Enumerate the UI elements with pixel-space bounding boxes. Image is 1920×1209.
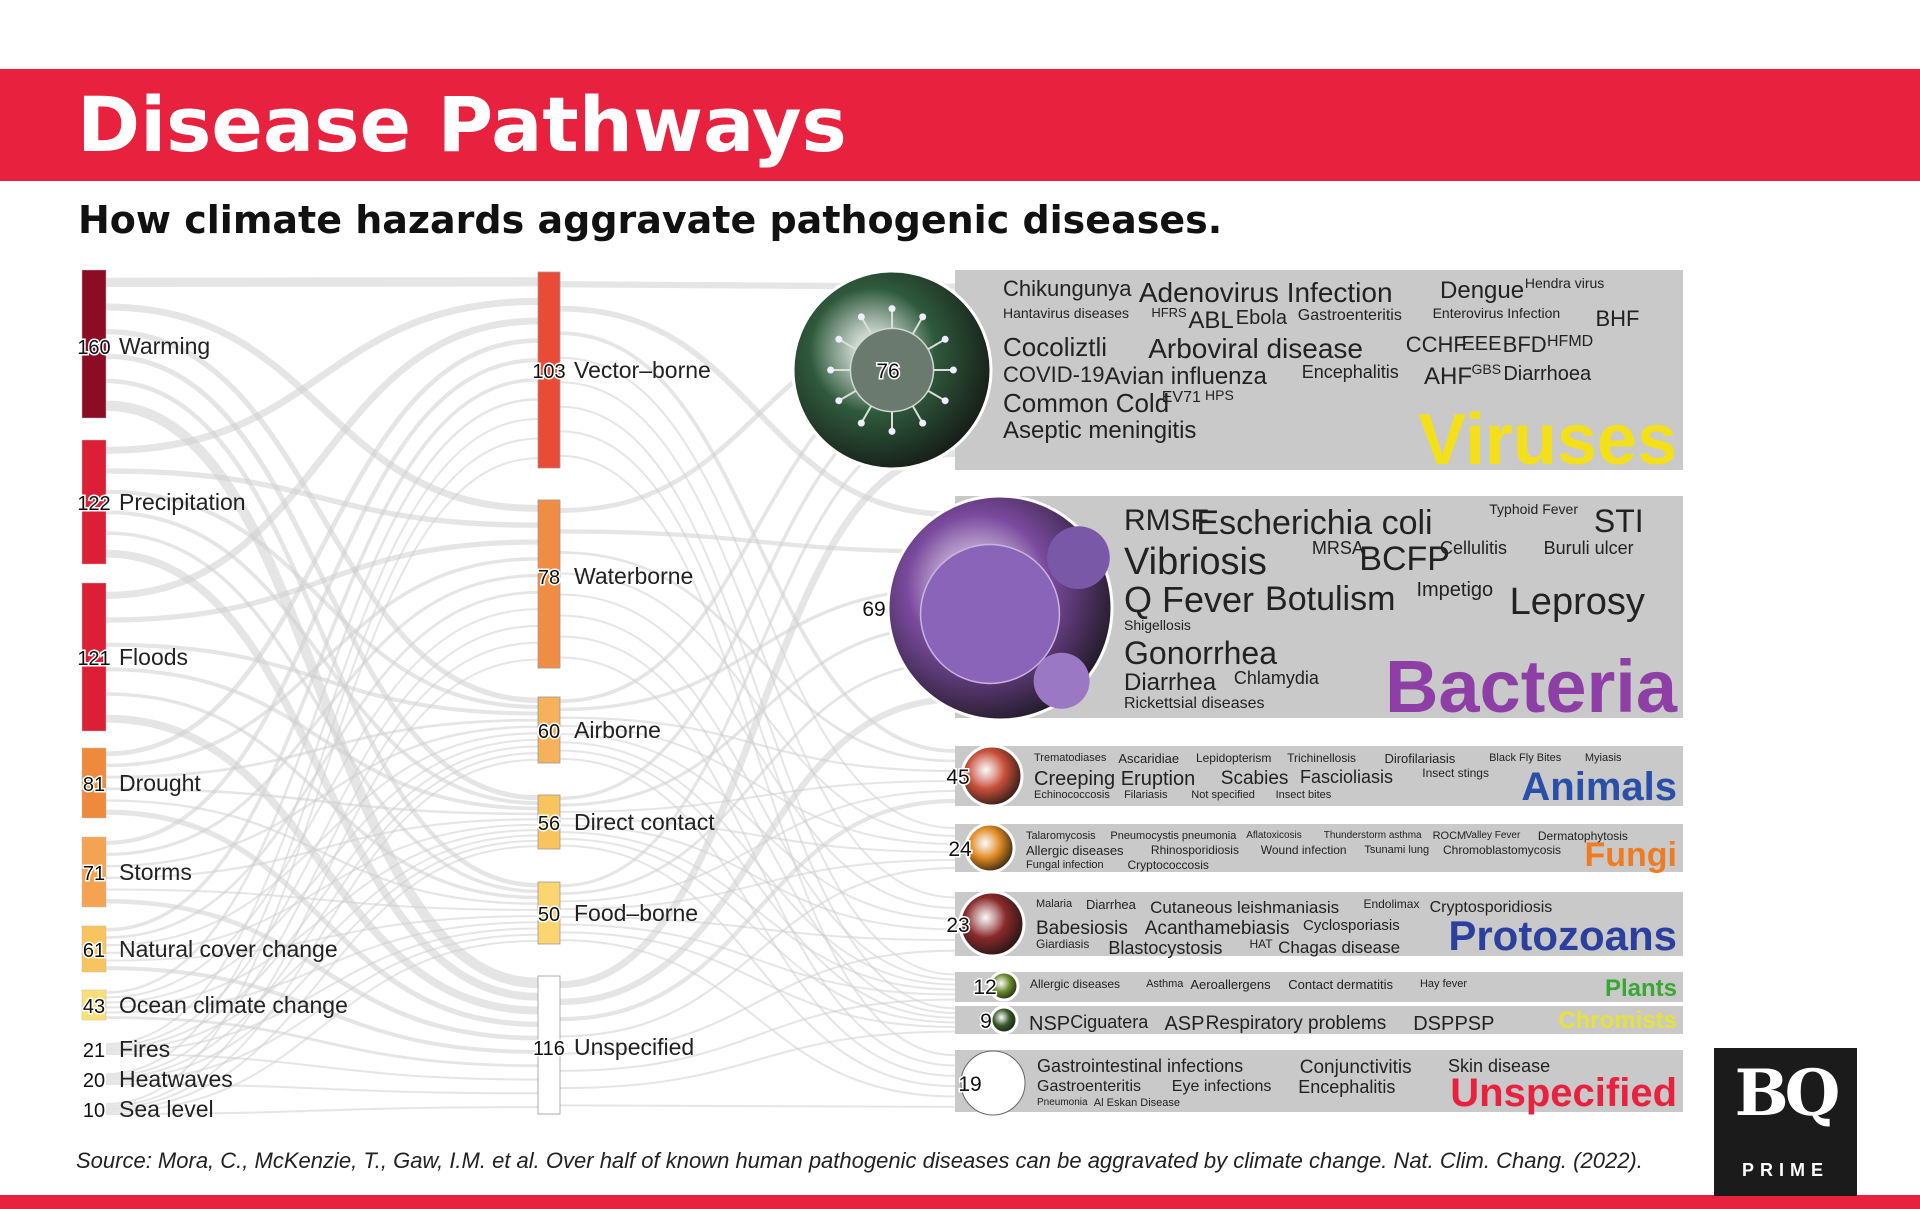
disease-term: Rickettsial diseases bbox=[1124, 695, 1265, 712]
hazard-label-warming: Warming bbox=[119, 333, 211, 359]
hazard-count-natural-cover-change: 61 bbox=[82, 940, 106, 962]
disease-term: HPS bbox=[1205, 387, 1234, 403]
chromists-icon bbox=[991, 1007, 1017, 1033]
disease-term: DSP bbox=[1413, 1013, 1455, 1035]
disease-term: STI bbox=[1593, 503, 1644, 539]
disease-term: BFD bbox=[1502, 332, 1547, 357]
disease-term: Cryptosporidiosis bbox=[1429, 899, 1553, 916]
disease-term: Giardiasis bbox=[1036, 937, 1090, 951]
page-subtitle: How climate hazards aggravate pathogenic diseases. bbox=[78, 198, 1223, 242]
group-fungi bbox=[948, 824, 1683, 874]
pathway-count-direct-contact: 56 bbox=[537, 813, 561, 835]
disease-term: Gastroenteritis bbox=[1297, 307, 1402, 324]
pathway-label-vector-borne: Vector–borne bbox=[574, 357, 711, 383]
group-label-animals: Animals bbox=[1521, 765, 1677, 809]
disease-term: COVID-19 bbox=[1003, 362, 1105, 387]
disease-term: Aflatoxicosis bbox=[1246, 830, 1302, 841]
disease-term: Hendra virus bbox=[1524, 275, 1605, 291]
pathway-label-airborne: Airborne bbox=[574, 717, 661, 743]
disease-term: Conjunctivitis bbox=[1299, 1057, 1412, 1078]
bottom-bar bbox=[0, 1195, 1920, 1209]
disease-term: Ebola bbox=[1235, 307, 1287, 329]
disease-term: Cryptococcosis bbox=[1127, 858, 1209, 872]
hazard-label-precipitation: Precipitation bbox=[119, 489, 246, 515]
disease-term: Creeping Eruption bbox=[1034, 768, 1196, 790]
group-label-fungi: Fungi bbox=[1584, 836, 1677, 874]
hazard-count-drought: 81 bbox=[82, 774, 106, 796]
disease-term: HFRS bbox=[1151, 305, 1187, 320]
disease-term: Encephalitis bbox=[1298, 1077, 1396, 1097]
group-viruses bbox=[793, 270, 1683, 480]
disease-term: Endolimax bbox=[1363, 897, 1420, 911]
group-animals bbox=[946, 746, 1683, 809]
disease-term: Dengue bbox=[1440, 277, 1525, 304]
pathway-count-food-borne: 50 bbox=[537, 904, 561, 926]
disease-term: Diarrhea bbox=[1086, 897, 1136, 912]
brand-logo bbox=[1714, 1048, 1857, 1196]
hazard-count-heatwaves: 20 bbox=[82, 1070, 106, 1092]
disease-term: Talaromycosis bbox=[1026, 830, 1096, 842]
disease-term: Aseptic meningitis bbox=[1003, 417, 1197, 444]
group-label-protozoans: Protozoans bbox=[1448, 912, 1677, 959]
flow-ribbon bbox=[560, 1105, 955, 1106]
disease-term: Dirofilariasis bbox=[1384, 751, 1456, 766]
group-label-viruses: Viruses bbox=[1418, 400, 1677, 480]
disease-term: Black Fly Bites bbox=[1489, 752, 1562, 764]
disease-term: Wound infection bbox=[1260, 843, 1347, 857]
disease-term: Insect bites bbox=[1275, 789, 1332, 801]
group-count-animals: 45 bbox=[946, 766, 970, 789]
disease-term: Impetigo bbox=[1416, 579, 1494, 601]
disease-term: Dermatophytosis bbox=[1537, 829, 1628, 843]
disease-term: Shigellosis bbox=[1124, 617, 1191, 633]
disease-term: Allergic diseases bbox=[1030, 977, 1121, 991]
disease-term: ABL bbox=[1188, 307, 1234, 334]
disease-term: Arboviral disease bbox=[1148, 333, 1363, 364]
group-count-viruses: 76 bbox=[876, 360, 900, 383]
group-chromists bbox=[955, 1006, 1683, 1035]
pathway-label-food-borne: Food–borne bbox=[574, 900, 699, 926]
group-count-fungi: 24 bbox=[948, 838, 972, 861]
flow-ribbon bbox=[560, 839, 955, 1022]
pathway-label-unspecified: Unspecified bbox=[574, 1034, 695, 1060]
disease-term: Vibriosis bbox=[1124, 541, 1267, 583]
disease-term: Trichinellosis bbox=[1287, 751, 1356, 765]
flow-ribbon bbox=[560, 532, 955, 552]
flow-ribbon bbox=[106, 542, 538, 620]
hazard-label-sea-level: Sea level bbox=[119, 1096, 214, 1122]
flow-ribbon bbox=[106, 321, 538, 595]
disease-term: Enterovirus Infection bbox=[1432, 305, 1561, 321]
fungi-icon bbox=[966, 824, 1014, 872]
disease-term: ROCM bbox=[1432, 830, 1467, 842]
disease-term: Typhoid Fever bbox=[1489, 501, 1578, 517]
hazard-count-ocean-climate-change: 43 bbox=[82, 996, 106, 1018]
disease-term: Scabies bbox=[1220, 768, 1289, 789]
disease-term: Hay fever bbox=[1419, 978, 1468, 990]
disease-term: Aeroallergens bbox=[1190, 977, 1271, 992]
group-count-chromists: 9 bbox=[980, 1010, 992, 1033]
disease-term: Leprosy bbox=[1509, 581, 1645, 623]
pathway-count-waterborne: 78 bbox=[537, 567, 561, 589]
disease-term: Pneumocystis pneumonia bbox=[1110, 830, 1237, 842]
disease-term: Al Eskan Disease bbox=[1093, 1097, 1181, 1109]
disease-term: Cocoliztli bbox=[1003, 332, 1108, 362]
disease-term: Ciguatera bbox=[1070, 1012, 1149, 1032]
disease-term: Tsunami lung bbox=[1364, 844, 1430, 856]
group-plants bbox=[955, 972, 1683, 1002]
disease-term: ASP bbox=[1164, 1013, 1205, 1035]
disease-term: Escherichia coli bbox=[1196, 504, 1433, 542]
disease-term: Chagas disease bbox=[1278, 938, 1401, 957]
disease-term: Cellulitis bbox=[1440, 538, 1508, 558]
disease-term: Buruli ulcer bbox=[1543, 538, 1634, 558]
disease-term: Not specified bbox=[1191, 789, 1255, 801]
group-bacteria bbox=[862, 496, 1683, 728]
disease-term: Chikungunya bbox=[1003, 276, 1132, 301]
disease-term: HFMD bbox=[1547, 333, 1594, 350]
disease-term: Fungal infection bbox=[1026, 859, 1104, 871]
page-title: Disease Pathways bbox=[77, 80, 847, 169]
disease-term: Avian influenza bbox=[1104, 363, 1267, 390]
disease-term: AHF bbox=[1424, 363, 1473, 390]
disease-term: PSP bbox=[1454, 1013, 1495, 1035]
disease-term: Asthma bbox=[1146, 978, 1184, 990]
disease-term: Ascaridiae bbox=[1118, 751, 1180, 766]
group-label-bacteria: Bacteria bbox=[1384, 645, 1677, 728]
disease-term: GBS bbox=[1471, 361, 1502, 377]
disease-term: Insect stings bbox=[1422, 766, 1489, 780]
disease-term: Myiasis bbox=[1584, 752, 1622, 764]
disease-term: Diarrhoea bbox=[1503, 363, 1592, 385]
group-label-plants: Plants bbox=[1604, 975, 1677, 1002]
disease-term: Filariasis bbox=[1124, 789, 1168, 801]
disease-term: Babesiosis bbox=[1036, 918, 1128, 939]
source-note: Source: Mora, C., McKenzie, T., Gaw, I.M. et al. Over half of known human pathogenic diseases can be aggravated by climate change. Nat. Clim. Chang. (2022). bbox=[76, 1148, 1643, 1173]
disease-term: Blastocystosis bbox=[1108, 938, 1223, 958]
disease-term: Botulism bbox=[1265, 580, 1396, 618]
disease-term: Gonorrhea bbox=[1124, 635, 1277, 671]
logo-mark: BQ bbox=[1734, 1056, 1837, 1131]
hazard-label-heatwaves: Heatwaves bbox=[119, 1066, 233, 1092]
disease-term: Trematodiases bbox=[1034, 752, 1107, 764]
disease-term: Skin disease bbox=[1448, 1056, 1551, 1076]
disease-term: Valley Fever bbox=[1465, 830, 1521, 841]
hazard-count-storms: 71 bbox=[82, 863, 106, 885]
pathway-count-unspecified: 116 bbox=[533, 1038, 565, 1060]
hazard-count-fires: 21 bbox=[82, 1040, 106, 1062]
hazard-label-storms: Storms bbox=[119, 859, 192, 885]
disease-term: EV71 bbox=[1161, 389, 1201, 406]
logo-sub: PRIME bbox=[1741, 1160, 1829, 1180]
disease-term: CCHF bbox=[1405, 332, 1467, 357]
disease-term: EEE bbox=[1461, 333, 1502, 355]
hazard-label-floods: Floods bbox=[119, 644, 189, 670]
disease-term: Chromoblastomycosis bbox=[1443, 843, 1562, 857]
pathway-count-airborne: 60 bbox=[537, 721, 561, 743]
disease-term: Hantavirus diseases bbox=[1003, 305, 1130, 321]
disease-term: Diarrhea bbox=[1124, 669, 1217, 696]
group-label-chromists: Chromists bbox=[1558, 1007, 1677, 1034]
hazard-count-floods: 121 bbox=[77, 648, 111, 670]
disease-term: Gastroenteritis bbox=[1037, 1078, 1142, 1095]
disease-term: RMSF bbox=[1124, 504, 1209, 537]
disease-term: Chlamydia bbox=[1233, 668, 1319, 688]
disease-term: Respiratory problems bbox=[1205, 1013, 1387, 1034]
pathway-count-vector-borne: 103 bbox=[532, 361, 566, 383]
disease-term: Encephalitis bbox=[1301, 362, 1399, 382]
disease-term: Rhinosporidiosis bbox=[1150, 843, 1239, 857]
disease-term: NSP bbox=[1029, 1013, 1071, 1035]
animals-icon bbox=[962, 746, 1022, 806]
hazard-label-drought: Drought bbox=[119, 770, 201, 796]
disease-term: BCFP bbox=[1359, 540, 1450, 578]
disease-term: Q Fever bbox=[1124, 579, 1255, 620]
flow-ribbon bbox=[106, 282, 538, 283]
disease-term: Allergic diseases bbox=[1026, 843, 1124, 858]
disease-term: Common Cold bbox=[1003, 388, 1170, 418]
group-count-bacteria: 69 bbox=[862, 598, 886, 621]
disease-term: Fascioliasis bbox=[1299, 767, 1393, 787]
hazard-count-warming: 160 bbox=[77, 337, 111, 359]
disease-term: Contact dermatitis bbox=[1288, 977, 1394, 992]
pathway-label-direct-contact: Direct contact bbox=[574, 809, 715, 835]
group-unspecified bbox=[955, 1050, 1683, 1115]
disease-term: Echinococcosis bbox=[1034, 789, 1110, 801]
group-count-unspecified: 19 bbox=[958, 1073, 982, 1096]
disease-term: Eye infections bbox=[1171, 1078, 1272, 1095]
hazard-label-fires: Fires bbox=[119, 1036, 171, 1062]
disease-term: Thunderstorm asthma bbox=[1323, 830, 1422, 841]
flow-ribbon bbox=[560, 663, 955, 894]
hazard-count-precipitation: 122 bbox=[77, 493, 111, 515]
disease-term: Acanthamebiasis bbox=[1144, 918, 1290, 939]
group-count-protozoans: 23 bbox=[946, 914, 970, 937]
group-protozoans bbox=[946, 892, 1683, 959]
disease-term: Malaria bbox=[1036, 898, 1073, 910]
disease-term: Lepidopterism bbox=[1195, 751, 1272, 765]
disease-term: Adenovirus Infection bbox=[1138, 277, 1393, 308]
group-label-unspecified: Unspecified bbox=[1450, 1071, 1677, 1115]
bacteria-icon bbox=[888, 496, 1112, 720]
disease-term: BHF bbox=[1595, 306, 1640, 331]
hazard-label-natural-cover-change: Natural cover change bbox=[119, 936, 338, 962]
hazard-label-ocean-climate-change: Ocean climate change bbox=[119, 992, 348, 1018]
disease-term: MRSA bbox=[1311, 538, 1364, 558]
disease-term: Gastrointestinal infections bbox=[1037, 1056, 1244, 1076]
disease-term: Cutaneous leishmaniasis bbox=[1150, 898, 1340, 917]
group-count-plants: 12 bbox=[973, 976, 997, 999]
disease-term: Cyclosporiasis bbox=[1303, 917, 1400, 934]
disease-term: Pneumonia bbox=[1037, 1097, 1088, 1108]
disease-term: HAT bbox=[1249, 937, 1273, 951]
pathway-label-waterborne: Waterborne bbox=[574, 563, 694, 589]
hazard-count-sea-level: 10 bbox=[82, 1100, 106, 1122]
